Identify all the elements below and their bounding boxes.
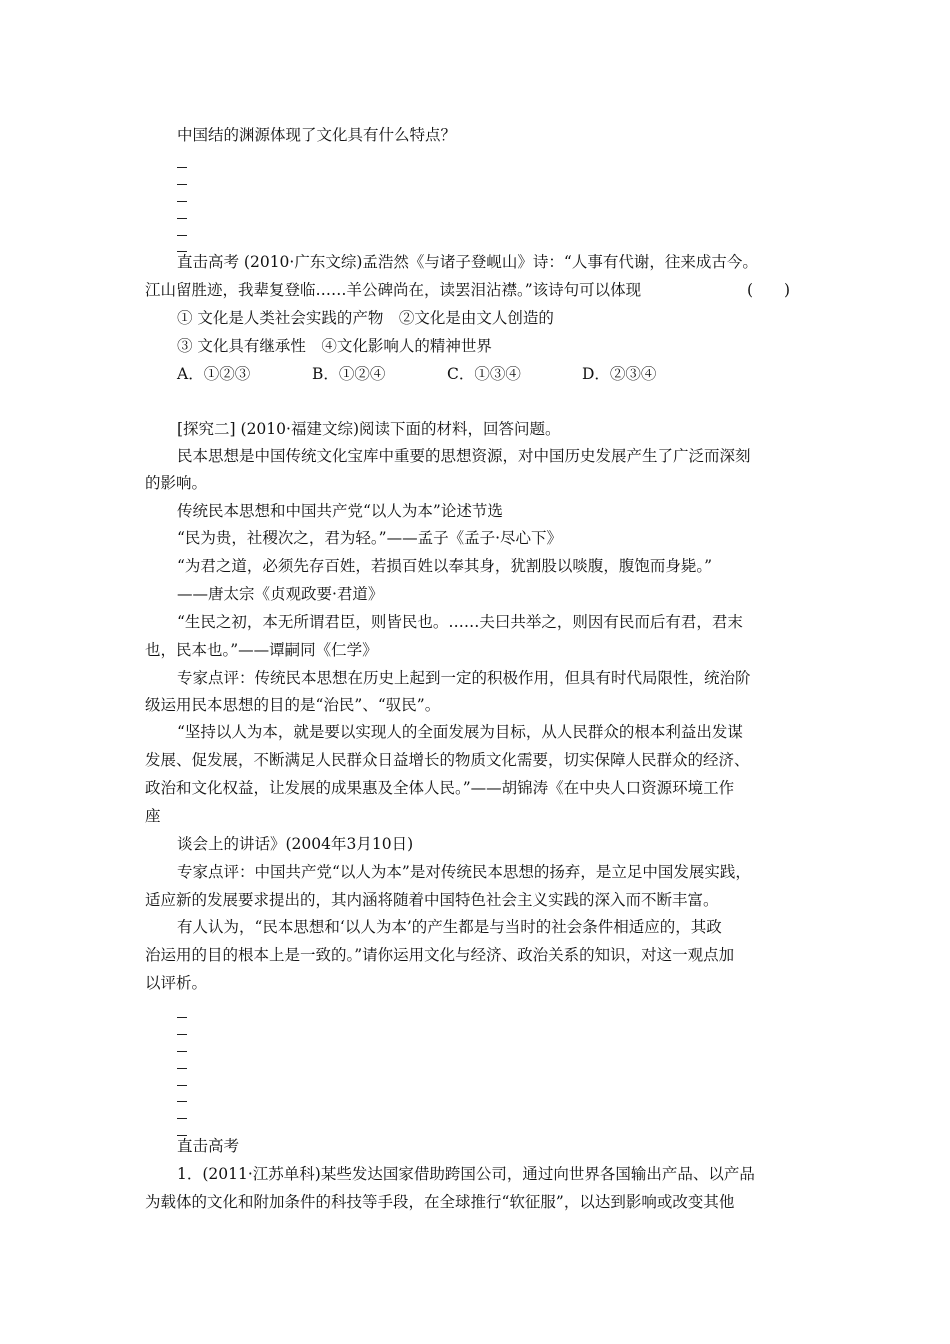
option-d: D．②③④: [582, 365, 657, 383]
expert-comment: 级运用民本思想的目的是“治民”、“驭民”。: [145, 696, 441, 714]
task-text: 有人认为，“民本思想和‘以人为本’的产生都是与当时的社会条件相适应的，其政: [177, 918, 722, 936]
task-text: 治运用的目的根本上是一致的。”请你运用文化与经济、政治关系的知识，对这一观点加: [145, 946, 735, 964]
quote: 座: [145, 807, 161, 825]
zhiji-question-line-1: 直击高考 (2010·广东文综)孟浩然《与诸子登岘山》诗：“人事有代谢，往来成古今。: [177, 253, 758, 271]
paragraph: 传统民本思想和中国共产党“以人为本”论述节选: [177, 502, 503, 520]
answer-blank: [177, 1118, 187, 1120]
choice-items-2: ③ 文化具有继承性 ④文化影响人的精神世界: [177, 337, 492, 355]
quote: “民为贵，社稷次之，君为轻。”——孟子《孟子·尽心下》: [177, 529, 563, 547]
option-a: A．①②③: [177, 365, 251, 383]
tanjiu-heading: [探究二] (2010·福建文综)阅读下面的材料，回答问题。: [177, 420, 561, 438]
quote: 也，民本也。”——谭嗣同《仁学》: [145, 641, 378, 659]
answer-blank: [177, 1051, 187, 1053]
answer-blank: [177, 1101, 187, 1103]
quote: 政治和文化权益，让发展的成果惠及全体人民。”——胡锦涛《在中央人口资源环境工作: [145, 779, 735, 797]
zhiji-question-line-2: 江山留胜迹，我辈复登临……羊公碑尚在，读罢泪沾襟。”该诗句可以体现: [145, 281, 642, 299]
quote: “坚持以人为本，就是要以实现人的全面发展为目标，从人民群众的根本利益出发谋: [177, 723, 743, 741]
zhiji-heading: 直击高考: [177, 1137, 240, 1155]
answer-blank: [177, 235, 187, 237]
expert-comment: 专家点评：中国共产党“以人为本”是对传统民本思想的扬弃，是立足中国发展实践，: [177, 863, 751, 881]
paragraph: 的影响。: [145, 474, 208, 492]
answer-blank: [177, 218, 187, 220]
answer-blank: [177, 1085, 187, 1087]
quote: 发展、促发展，不断满足人民群众日益增长的物质文化需要，切实保障人民群众的经济、: [145, 751, 750, 769]
question-intro: 中国结的渊源体现了文化具有什么特点？: [177, 126, 457, 144]
answer-blank: [177, 1034, 187, 1036]
question-text: 为载体的文化和附加条件的科技等手段，在全球推行“软征服”，以达到影响或改变其他: [145, 1193, 735, 1211]
quote-source: ——唐太宗《贞观政要·君道》: [177, 585, 384, 603]
answer-options: [177, 364, 817, 384]
quote: “为君之道，必须先存百姓，若损百姓以奉其身，犹割股以啖腹，腹饱而身毙。”: [177, 557, 713, 575]
question-text: 1．(2011·江苏单科)某些发达国家借助跨国公司，通过向世界各国输出产品、以产品: [177, 1165, 755, 1183]
answer-paren: ( ): [747, 281, 791, 299]
option-b: B．①②④: [312, 365, 386, 383]
answer-blank: [177, 1068, 187, 1070]
answer-blank: [177, 184, 187, 186]
expert-comment: 适应新的发展要求提出的，其内涵将随着中国特色社会主义实践的深入而不断丰富。: [145, 891, 719, 909]
answer-blank: [177, 201, 187, 203]
paragraph: 民本思想是中国传统文化宝库中重要的思想资源，对中国历史发展产生了广泛而深刻: [177, 447, 751, 465]
quote-source: 谈会上的讲话》(2004年3月10日): [177, 835, 414, 853]
answer-blank: [177, 1017, 187, 1019]
choice-items-1: ① 文化是人类社会实践的产物 ②文化是由文人创造的: [177, 309, 554, 327]
quote: “生民之初，本无所谓君臣，则皆民也。……夫曰共举之，则因有民而后有君，君末: [177, 613, 743, 631]
task-text: 以评析。: [145, 974, 208, 992]
answer-blank: [177, 167, 187, 169]
option-c: C．①③④: [447, 365, 521, 383]
expert-comment: 专家点评：传统民本思想在历史上起到一定的积极作用，但具有时代局限性，统治阶: [177, 669, 751, 687]
